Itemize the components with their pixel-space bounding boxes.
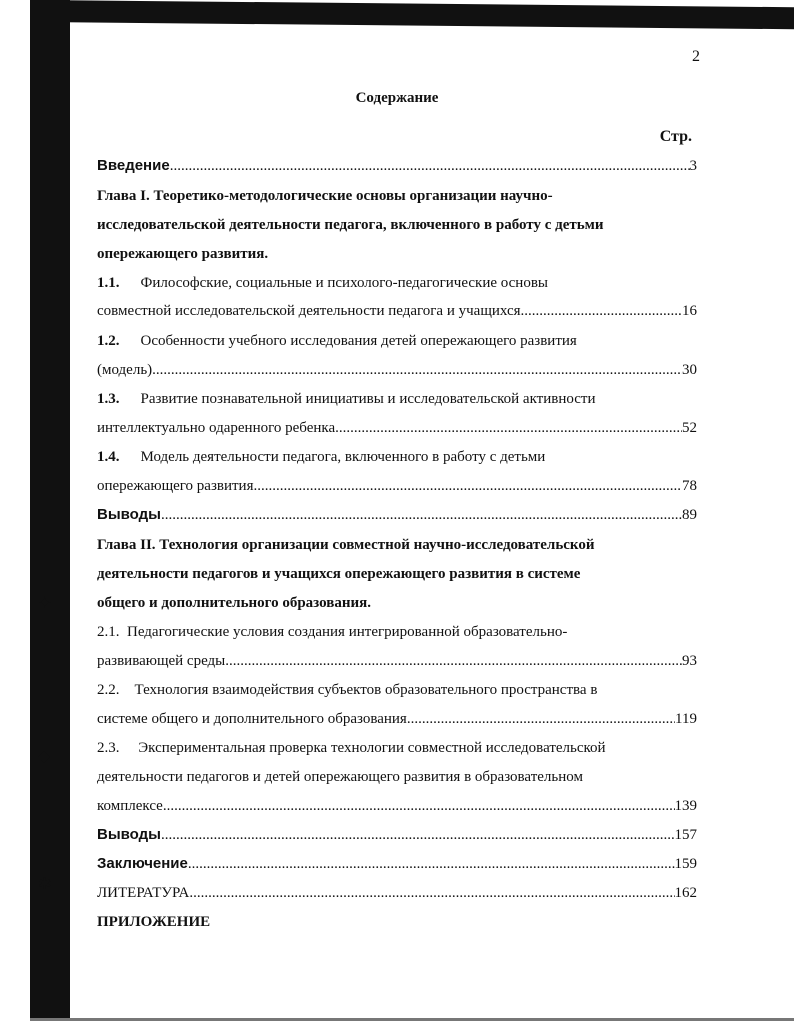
scan-artifact-mark: ◆ — [38, 748, 51, 765]
toc-entry-label: развивающей среды — [97, 653, 226, 669]
section-number: 2.1. — [97, 624, 120, 640]
page-number: 2 — [692, 48, 700, 65]
toc-entry-page: 139 — [674, 798, 697, 814]
section-number: 1.3. — [97, 391, 120, 407]
scan-artifact-mark: ✦ — [38, 595, 52, 612]
scan-artifact-mark: ✱ — [38, 876, 52, 893]
toc-entry-label: (модель) — [97, 362, 153, 378]
toc-section-title — [97, 677, 697, 703]
page-column-label: Стр. — [659, 128, 692, 145]
toc-entry-page: 30 — [682, 362, 697, 378]
section-number: 1.4. — [97, 449, 120, 465]
dot-leader — [253, 473, 682, 499]
toc-entry-page: 93 — [682, 653, 697, 669]
chapter-heading-line: общего и дополнительного образования. — [97, 595, 371, 611]
section-number: 2.2. — [97, 682, 120, 698]
page-title: Содержание — [355, 90, 439, 106]
toc-entry-label: совместной исследовательской деятельности педагога и учащихся — [97, 303, 521, 319]
toc-entry-label: Выводы — [97, 826, 161, 843]
section-number: 1.2. — [97, 333, 120, 349]
toc-entry-page: 89 — [682, 507, 697, 523]
toc-entry-label: ЛИТЕРАТУРА — [97, 885, 190, 901]
section-title-text: Развитие познавательной инициативы и исследовательской активности — [140, 391, 596, 407]
toc-entry-1-3 — [97, 415, 697, 441]
toc-entry-2-3 — [97, 793, 697, 819]
toc-section-title — [97, 386, 697, 412]
toc-entry-conclusions-1 — [97, 502, 697, 528]
dot-leader — [161, 822, 675, 848]
toc-entry-conclusion — [97, 851, 697, 877]
section-title-text: Особенности учебного исследования детей опережающего развития — [140, 333, 577, 349]
toc-entry-literature — [97, 880, 697, 906]
toc-section-title — [97, 735, 697, 761]
toc-entry-conclusions-2 — [97, 822, 697, 848]
scan-border-left — [30, 0, 70, 1021]
section-title-text: Экспериментальная проверка технологии совместной исследовательской — [138, 740, 606, 756]
toc-entry-page: 78 — [682, 478, 697, 494]
toc-entry-label: системе общего и дополнительного образования — [97, 711, 407, 727]
toc-section-title — [97, 270, 697, 296]
dot-leader — [163, 793, 675, 819]
chapter-heading-line: деятельности педагогов и учащихся опережающего развития в системе — [97, 566, 581, 582]
scan-border-top — [40, 0, 794, 29]
chapter-heading-line: Глава II. Технология организации совместной научно-исследовательской — [97, 537, 595, 553]
chapter-heading-line: Глава I. Теоретико-методологические основы организации научно- — [97, 188, 553, 204]
dot-leader — [161, 502, 682, 528]
dot-leader — [152, 357, 682, 383]
toc-section-title — [97, 444, 697, 470]
toc-section-title — [97, 619, 697, 645]
toc-entry-page: 159 — [674, 856, 697, 872]
section-number: 1.1. — [97, 275, 120, 291]
section-title-text: Технология взаимодействия субъектов образовательного пространства в — [134, 682, 598, 698]
toc-entry-label: Выводы — [97, 506, 161, 523]
dot-leader — [407, 706, 675, 732]
chapter-heading-line: исследовательской деятельности педагога, включенного в работу с детьми — [97, 217, 604, 233]
toc-entry-page: 119 — [675, 711, 697, 727]
dot-leader — [170, 153, 690, 179]
toc-entry-appendix: ПРИЛОЖЕНИЕ — [97, 914, 211, 930]
toc-entry-label: Введение — [97, 157, 170, 174]
toc-entry-label: Заключение — [97, 855, 188, 872]
toc-entry-intro — [97, 153, 697, 179]
toc-entry-page: 157 — [674, 827, 697, 843]
section-number: 2.3. — [97, 740, 120, 756]
toc-section-title-continued: деятельности педагогов и детей опережающего развития в образовательном — [97, 769, 583, 785]
section-title-text: Модель деятельности педагога, включенного в работу с детьми — [140, 449, 546, 465]
toc-entry-page: 162 — [674, 885, 697, 901]
dot-leader — [189, 880, 674, 906]
toc-entry-label: интеллектуально одаренного ребенка — [97, 420, 336, 436]
toc-entry-label: комплексе — [97, 798, 163, 814]
section-title-text: Философские, социальные и психолого-педагогические основы — [140, 275, 548, 291]
chapter-heading-line: опережающего развития. — [97, 246, 269, 262]
section-title-text: Педагогические условия создания интегрированной образовательно- — [127, 624, 568, 640]
toc-entry-page: 16 — [682, 303, 697, 319]
dot-leader — [521, 298, 682, 324]
toc-entry-page: 52 — [682, 420, 697, 436]
toc-entry-2-1 — [97, 648, 697, 674]
dot-leader — [335, 415, 682, 441]
toc-entry-page: 3 — [689, 158, 697, 174]
toc-entry-1-1 — [97, 298, 697, 324]
toc-entry-1-2 — [97, 357, 697, 383]
toc-entry-1-4 — [97, 473, 697, 499]
toc-entry-2-2 — [97, 706, 697, 732]
dot-leader — [188, 851, 675, 877]
dot-leader — [225, 648, 682, 674]
toc-entry-label: опережающего развития — [97, 478, 254, 494]
toc-section-title — [97, 328, 697, 354]
